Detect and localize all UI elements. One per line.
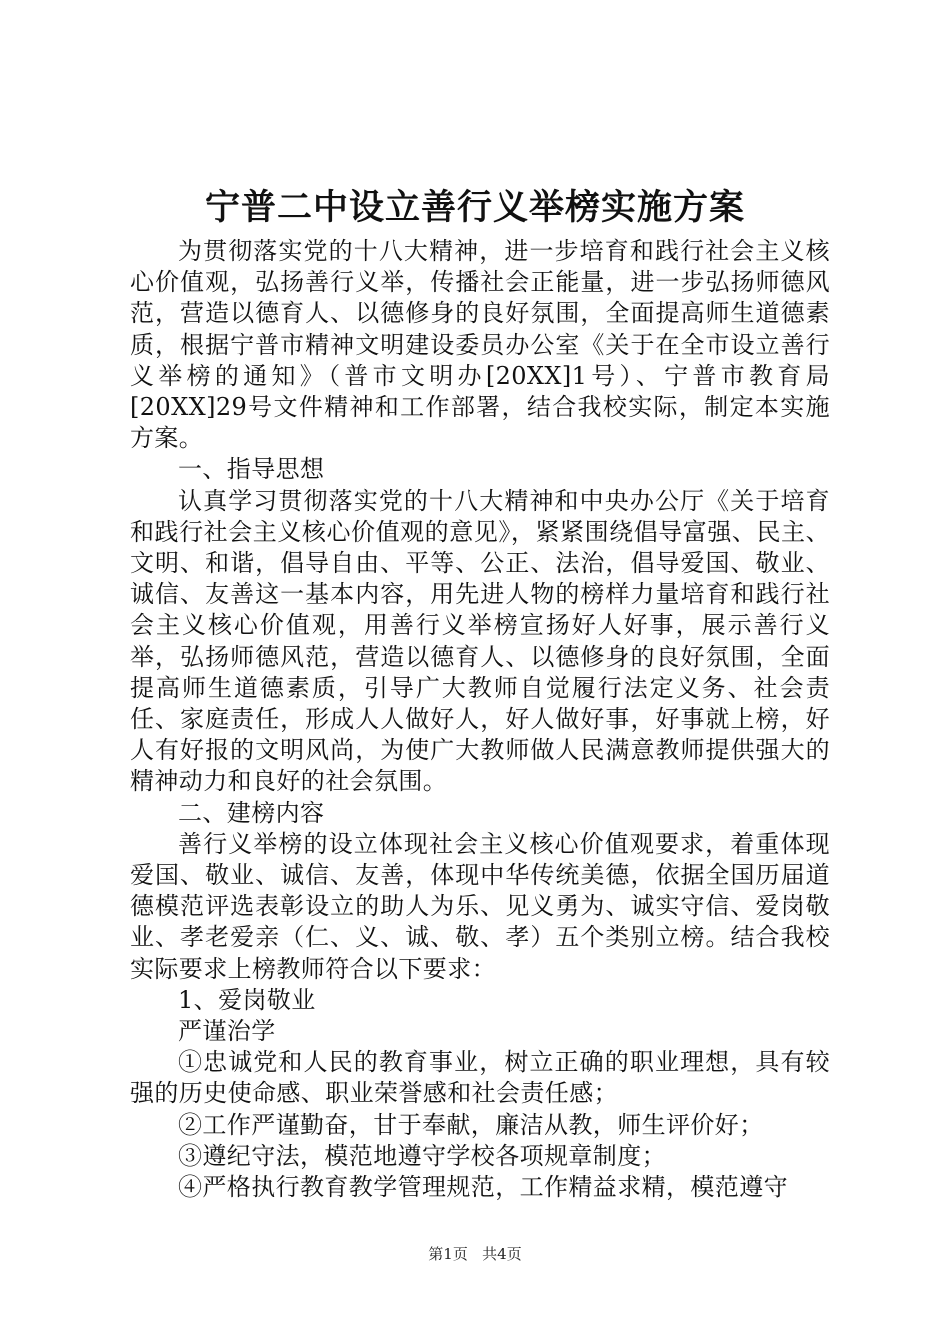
section-heading-guiding-thought: 一、指导思想 — [178, 455, 325, 484]
document-body — [130, 236, 830, 1203]
page-total: 共4页 — [482, 1245, 522, 1263]
page-separator — [473, 1245, 478, 1263]
page-footer — [0, 1244, 950, 1264]
list-item-3: ③遵纪守法，模范地遵守学校各项规章制度； — [178, 1141, 666, 1170]
list-item-2: ②工作严谨勤奋，甘于奉献，廉洁从教，师生评价好； — [178, 1110, 764, 1139]
list-item-4: ④严格执行教育教学管理规范，工作精益求精，模范遵守 — [178, 1173, 788, 1202]
paragraph-guiding-thought: 认真学习贯彻落实党的十八大精神和中央办公厅《关于培育和践行社会主义核心价值观的意见》，紧紧围绕倡导富强、民主、文明、和谐，倡导自由、平等、公正、法治，倡导爱国、敬业、诚信、友善这一基本内容，用先进人物的榜样力量培育和践行社会主义核心价值观，用善行义举榜宣扬好人好事，展示善行义举，弘扬师德风范，营造以德育人、以德修身的良好氛围，全面提高师生道德素质，引导广大教师自觉履行法定义务、社会责任、家庭责任，形成人人做好人，好人做好事，好事就上榜，好人有好报的文明风尚，为使广大教师做人民满意教师提供强大的精神动力和良好的社会氛围。 — [130, 486, 830, 796]
paragraph-content: 善行义举榜的设立体现社会主义核心价值观要求，着重体现爱国、敬业、诚信、友善，体现中华传统美德，依据全国历届道德模范评选表彰设立的助人为乐、见义勇为、诚实守信、爱岗敬业、孝老爱亲（仁、义、诚、敬、孝）五个类别立榜。结合我校实际要求上榜教师符合以下要求： — [130, 829, 830, 983]
subheading-rigorous: 严谨治学 — [178, 1017, 276, 1046]
subheading-dedication: 1、爱岗敬业 — [178, 985, 316, 1014]
section-heading-content: 二、建榜内容 — [178, 798, 325, 827]
list-item-1: ①忠诚党和人民的教育事业，树立正确的职业理想，具有较强的历史使命感、职业荣誉感和社会责任感； — [130, 1048, 830, 1108]
page-number: 第1页 — [428, 1245, 468, 1263]
document-title: 宁普二中设立善行义举榜实施方案 — [204, 187, 745, 228]
paragraph-intro: 为贯彻落实党的十八大精神，进一步培育和践行社会主义核心价值观，弘扬善行义举，传播社会正能量，进一步弘扬师德风范，营造以德育人、以德修身的良好氛围，全面提高师生道德素质，根据宁普市精神文明建设委员办公室《关于在全市设立善行义举榜的通知》（普市文明办[20XX]1号）、宁普市教育局[20XX]29号文件精神和工作部署，结合我校实际，制定本实施方案。 — [130, 237, 830, 453]
